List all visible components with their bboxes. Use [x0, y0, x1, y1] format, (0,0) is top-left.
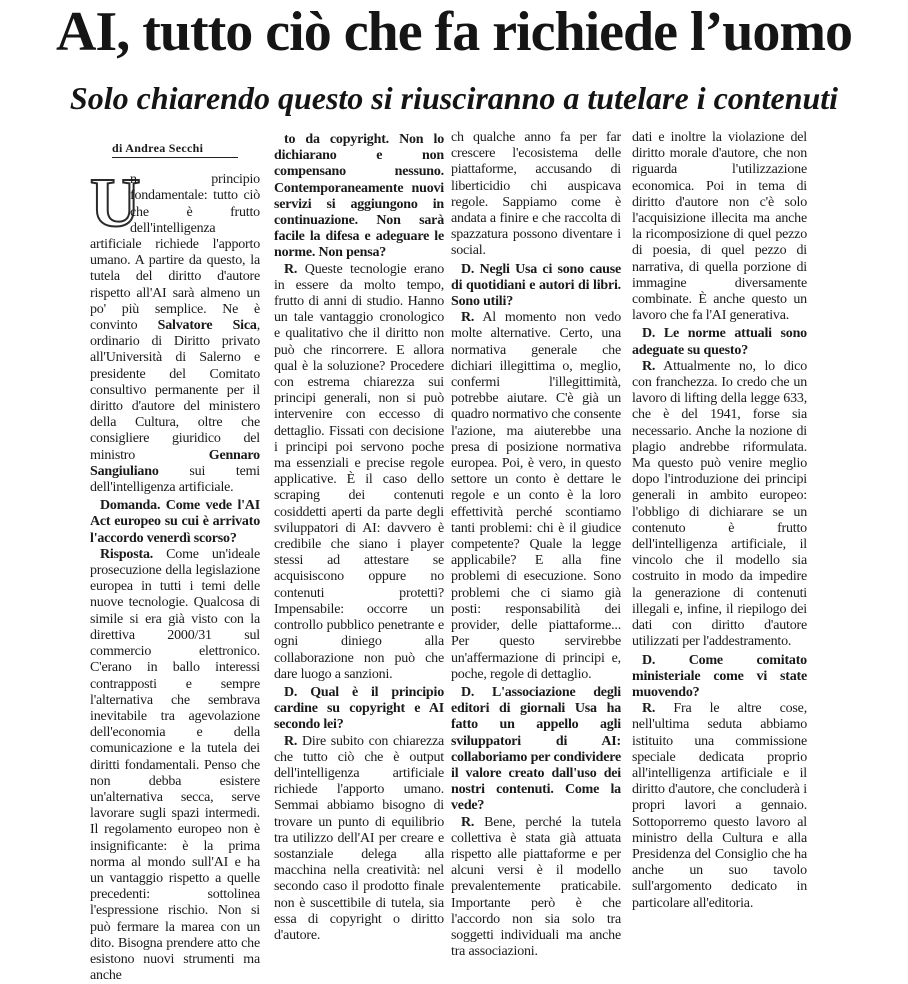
answer-4 — [451, 310, 621, 683]
question-3: D. Negli Usa ci sono cause di quotidiani e autori di libri. Sono utili? — [451, 261, 621, 310]
article-body — [0, 130, 908, 984]
answer-continued: ch qualche anno fa per far crescere l'ecosistema delle piattaforme, accusando di liberticidio chi auspicava regole. Sappiamo come è andata a finire e che raccolta di spazzatura possono diventare i social. — [451, 130, 621, 259]
question-1: Domanda. Come vede l'AI Act europeo su cui è arrivato l'accordo venerdì scorso? — [90, 498, 260, 546]
byline: di Andrea Secchi — [112, 140, 238, 158]
answer-label: Risposta. — [100, 546, 154, 562]
answer-text: Al momento non vedo molte alternative. Certo, una normativa generale che dichiari illegittima o, meglio, confermi l'illegittimità, potrebbe aiutare. C'è già un quadro normativo che consente l'azione, ma aiuterebbe una presa di posizione normativa europea. Poi, è vero, in questo settore un conto è dettare le regole e un conto è la loro effettività perché scontiamo tanti problemi: chi è il giudice competente? Quale la legge applicabile? E alla fine problemi di esecuzione. Sono problemi che ci siamo già posti: responsabilità dei provider, delle piattaforme... Per questo servirebbe un'affermazione di principi e, poche, regole di dettaglio. — [451, 310, 621, 682]
answer-text: Queste tecnologie erano in essere da molto tempo, frutto di anni di studio. Hanno un tale vantaggio cronologico e qualitativo che il diritto non può che rincorrere. E allora qual è la soluzione? Procedere con estrema chiarezza sui principi generali, non si può intervenire con eccesso di dettaglio. Fissati con decisione i principi poi servono poche ma essenziali e precise regole applicative. È il caso dello scraping dei contenuti cosiddetti aperti da parte degli sviluppatori di AI: davvero è credibile che siano i player stessi ad attestare se acquisiscono oppure no contenuti protetti? Impensabile: occorre un controllo pubblico penetrante e ogni diniego alla collaborazione non può che dare luogo a sanzioni. — [274, 261, 444, 682]
answer-1 — [90, 547, 260, 984]
intro-text-2: , ordinario di Diritto privato all'Università di Salerno e presidente del Comitato consultivo permanente per il diritto d'autore del ministero della Cultura, oltre che consigliere giuridico del ministro — [90, 318, 260, 463]
answer-text: Attualmente no, lo dico con franchezza. Io credo che un lavoro di lifting della legge 633, che è del 1941, forse sia necessario. Anche la nozione di plagio andrebbe riformulata. Ma questo può venire meglio dopo l'introduzione dei principi generali in ambito europeo: l'obbligo di dichiarare se un contenuto è frutto dell'intelligenza artificiale, il vincolo che il modello sia costruito in modo da impedire la generazione di contenuti illegali e, infine, il riepilogo dei dati con diritto d'autore utilizzati per l'addestramento. — [632, 358, 807, 650]
headline: AI, tutto ciò che fa richiede l’uomo — [55, 1, 853, 63]
answer-label: R. — [642, 358, 656, 374]
subheadline: Solo chiarendo questo si riusciranno a tutelare i contenuti — [69, 80, 839, 116]
answer-5 — [451, 815, 621, 961]
column-4 — [632, 130, 807, 911]
answer-7 — [632, 701, 807, 912]
intro-paragraph — [90, 165, 260, 496]
dropcap: U — [90, 165, 141, 243]
intro-text-1: n principio fondamentale: tutto ciò che è frutto dell'intelligenza artificiale richiede l'apporto umano. A partire da questo, la tutela del diritto d'autore rispetto all'AI sarà almeno un po' più semplice. Ne è convinto — [90, 172, 260, 334]
question-continued: to da copyright. Non lo dichiarano e non compensano nessuno. Contemporaneamente nuovi servizi si aggiungono in continuazione. Non sarà facile la difesa e adeguare le norme. Non pensa? — [274, 132, 444, 261]
answer-label: R. — [284, 733, 298, 749]
answer-label: R. — [461, 310, 475, 326]
answer-3 — [274, 734, 444, 945]
answer-text: Come un'ideale prosecuzione della legislazione europea in tutti i temi delle nuove tecnologie. Qualcosa di simile si era già visto con la direttiva 2000/31 sul commercio elettronico. C'erano in ballo interessi contrapposti e sempre l'alternativa che sembrava inevitabile tra agevolazione dell'economia e della comunicazione e la tutela dei diritti fondamentali. Penso che non debba esistere un'alternativa secca, serve lavorare sugli spazi intermedi. Il regolamento europeo non è insignificante: è la prima norma al mondo sull'AI e ha un vantaggio rispetto a quelle precedenti: sottolinea l'espressione rischio. Non si può fermare la marea con un dito. Bisogna prendere atto che esistono nuovi strumenti ma anche — [90, 546, 260, 984]
intro-text-3: sui temi dell'intelligenza artificiale. — [90, 463, 260, 496]
question-6: D. Come comitato ministeriale come vi state muovendo? — [632, 652, 807, 700]
answer-label: R. — [284, 261, 298, 277]
answer-text: Dire subito con chiarezza che tutto ciò che è output dell'intelligenza artificiale richiede l'apporto umano. Semmai abbiamo bisogno di trovare un punto di equilibrio tra utilizzo dell'AI per creare e sostanziale delega alla macchina nella creatività: nel secondo caso il prodotto finale non è suscettibile di tutela, sia essa di copyright o diritto d'autore. — [274, 733, 444, 943]
question-4: D. L'associazione degli editori di giornali Usa ha fatto un appello agli sviluppatori di AI: collaboriamo per condividere il valore creato dall'uso dei nostri contenuti. Come la vede? — [451, 684, 621, 814]
interviewee-name: Salvatore Sica — [157, 318, 257, 334]
answer-text: Bene, perché la tutela collettiva è stata già attuata rispetto alle piattaforme e per alcuni versi è il modello prevalentemente praticabile. Importante però è che l'accordo non sia solo tra soggetti individuali ma anche tra associazioni. — [451, 814, 621, 960]
question-5: D. Le norme attuali sono adeguate su questo? — [632, 326, 807, 358]
answer-continued: dati e inoltre la violazione del diritto morale d'autore, che non riguarda l'utilizzazione economica. Poi in tema di diritto d'autore non c'è solo l'acquisizione illecita ma anche la ricomposizione di quel pezzo di poesia, di quel pezzo di narrativa, di quella porzione di immagine diversamente combinate. È anche questo un lavoro che fa l'AI generativa. — [632, 130, 807, 324]
minister-name: Gennaro Sangiuliano — [90, 447, 260, 479]
answer-6 — [632, 359, 807, 651]
answer-label: R. — [461, 814, 475, 830]
column-3 — [451, 130, 621, 960]
question-2: D. Qual è il principio cardine su copyright e AI secondo lei? — [274, 684, 444, 733]
answer-2 — [274, 262, 444, 683]
answer-label: R. — [642, 701, 656, 717]
column-2 — [274, 130, 444, 943]
answer-text: Fra le altre cose, nell'ultima seduta abbiamo istituito una commissione speciale dedicata proprio all'intelligenza artificiale e il diritto d'autore, che concluderà i propri lavori a gennaio. Sottoporremo questo lavoro al ministro della Cultura e alla Presidenza del Consiglio che ha anche un suo tavolo sull'argomento dedicato in particolare all'editoria. — [632, 701, 807, 911]
column-1 — [90, 130, 260, 984]
